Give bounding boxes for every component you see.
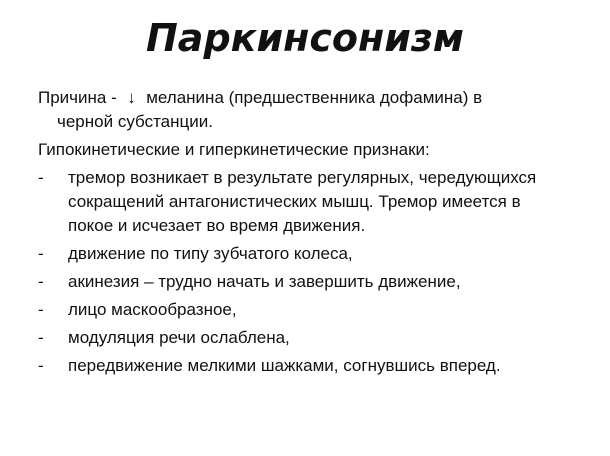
slide-body: [38, 86, 558, 382]
cause-paragraph: [38, 86, 558, 134]
sign-text-line: акинезия – трудно начать и завершить движение,: [68, 272, 461, 291]
list-item: [38, 326, 558, 350]
sign-text-line: модуляция речи ослаблена,: [68, 328, 290, 347]
bullet-dash: -: [38, 300, 44, 319]
sign-text-line: движение по типу зубчатого колеса,: [68, 244, 353, 263]
bullet-dash: -: [38, 272, 44, 291]
list-item: [38, 354, 558, 378]
signs-heading: Гипокинетические и гиперкинетические признаки:: [38, 140, 430, 159]
sign-text-line: сокращений антагонистических мышц. Тремор имеется в: [68, 192, 521, 211]
cause-line1: меланина (предшественника дофамина) в: [146, 88, 483, 107]
down-arrow-icon: ↓: [127, 88, 136, 107]
bullet-dash: -: [38, 244, 44, 263]
list-item: [38, 242, 558, 266]
signs-list: [38, 166, 558, 378]
cause-prefix: Причина -: [38, 88, 117, 107]
list-item: [38, 270, 558, 294]
bullet-dash: -: [38, 168, 44, 187]
sign-text-line: покое и исчезает во время движения.: [68, 216, 366, 235]
sign-text-line: тремор возникает в результате регулярных, чередующихся: [68, 168, 537, 187]
list-item: [38, 298, 558, 322]
sign-text-line: передвижение мелкими шажками, согнувшись вперед.: [68, 356, 501, 375]
cause-line2: черной субстанции.: [57, 112, 213, 131]
list-item: [38, 166, 558, 238]
slide-title: Паркинсонизм: [146, 16, 464, 60]
bullet-dash: -: [38, 328, 44, 347]
sign-text-line: лицо маскообразное,: [68, 300, 237, 319]
bullet-dash: -: [38, 356, 44, 375]
